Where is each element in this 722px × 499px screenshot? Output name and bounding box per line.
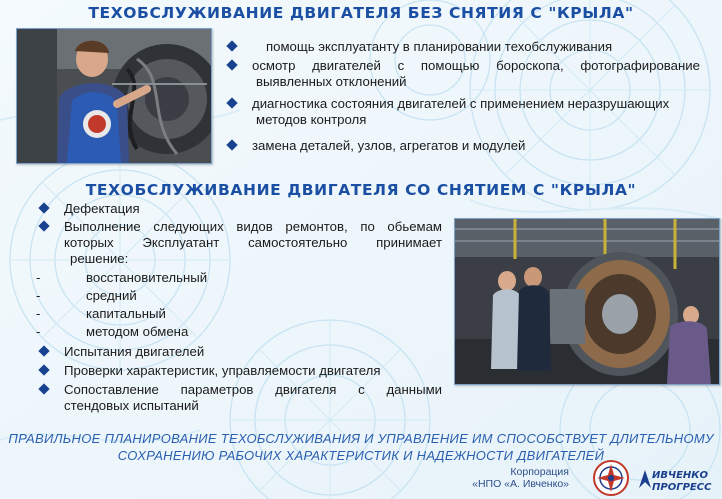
top-item-text: осмотр двигателей с помощью бороскопа, фотографирование	[252, 58, 700, 73]
top-item-text: выявленных отклонений	[256, 74, 407, 89]
repair-type-text: средний	[86, 288, 137, 303]
bottom-item-text: Сопоставление параметров двигателя с данными	[64, 382, 442, 397]
ivchenko-progress-brand	[652, 470, 711, 494]
top-item	[252, 58, 700, 90]
bottom-item-text: стендовых испытаний	[64, 398, 199, 413]
top-item-text: замена деталей, узлов, агрегатов и модулей	[252, 138, 526, 153]
footer-statement-line1: ПРАВИЛЬНОЕ ПЛАНИРОВАНИЕ ТЕХОБСЛУЖИВАНИЯ И УПРАВЛЕНИЕ ИМ СПОСОБСТВУЕТ ДЛИТЕЛЬНОМУ	[8, 431, 714, 446]
bottom-services-list	[36, 201, 442, 414]
brand-line: ПРОГРЕСС	[652, 482, 712, 493]
workshop-engine-photo	[454, 218, 720, 385]
corporation-line: Корпорация	[510, 466, 569, 478]
bottom-item-text: Дефектация	[64, 201, 140, 216]
top-item-text: диагностика состояния двигателей с применением неразрушающих	[252, 96, 670, 111]
bottom-item	[64, 363, 442, 379]
ivchenko-progress-logo-icon	[638, 468, 652, 490]
corporation-label	[472, 466, 569, 490]
corporation-line: «НПО «А. Ивченко»	[472, 478, 569, 490]
top-item-text: помощь эксплуатанту в планировании техобслуживания	[266, 39, 613, 54]
bottom-item-text: Проверки характеристик, управляемости двигателя	[64, 363, 381, 378]
bottom-item	[64, 344, 442, 360]
repair-type-item: - средний	[36, 288, 137, 303]
repair-type-text: восстановительный	[86, 270, 208, 285]
top-item	[252, 39, 700, 55]
repair-type-text: капитальный	[86, 306, 166, 321]
bottom-item-text: которых Эксплуатант самостоятельно принимает	[64, 235, 442, 250]
npo-ivchenko-emblem-icon	[586, 460, 636, 496]
bottom-section-title: ТЕХОБСЛУЖИВАНИЕ ДВИГАТЕЛЯ СО СНЯТИЕМ С "КРЫЛА"	[85, 181, 637, 199]
bottom-item	[64, 382, 442, 414]
top-item	[252, 138, 700, 154]
repair-type-item: - методом обмена	[36, 324, 189, 339]
technician-engine-photo	[16, 28, 212, 164]
top-item	[252, 96, 700, 128]
repair-type-item: - восстановительный	[36, 270, 208, 285]
bottom-item-text: Испытания двигателей	[64, 344, 205, 359]
top-item-text: методов контроля	[256, 112, 367, 127]
repair-type-text: методом обмена	[86, 324, 189, 339]
bottom-item	[64, 219, 442, 267]
bottom-item-text: решение:	[70, 251, 129, 266]
bottom-item	[64, 201, 442, 217]
repair-type-item: - капитальный	[36, 306, 166, 321]
brand-line: ИВЧЕНКО	[652, 470, 708, 481]
footer-statement-line2: СОХРАНЕНИЮ РАБОЧИХ ХАРАКТЕРИСТИК И НАДЕЖНОСТИ ДВИГАТЕЛЕЙ	[117, 448, 605, 463]
bottom-item-text: Выполнение следующих видов ремонтов, по обьемам	[64, 219, 442, 234]
top-section-title: ТЕХОБСЛУЖИВАНИЕ ДВИГАТЕЛЯ БЕЗ СНЯТИЯ С "КРЫЛА"	[88, 4, 634, 22]
top-services-list	[252, 39, 700, 154]
